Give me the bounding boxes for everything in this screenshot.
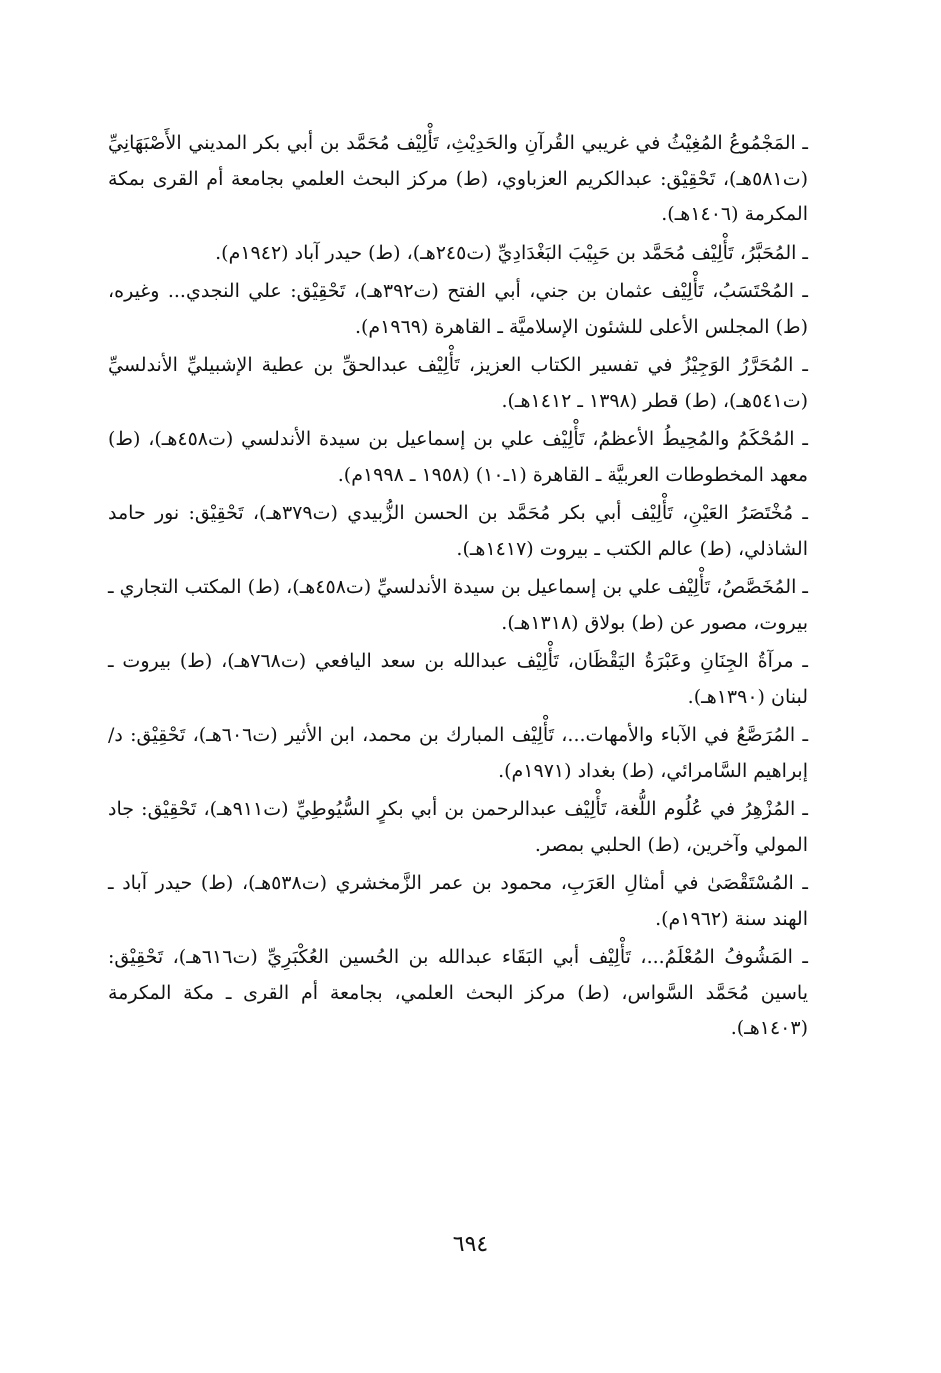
bibliography-entry: ـ المُحَرَّرُ الوَجِيْزُ في تفسير الكتاب العزيز، تَأْلِيْف عبدالحقِّ بن عطية الإشبيليِّ الأندلسيِّ (ت٥٤١هـ)، (ط) قطر (١٣٩٨ ـ ١٤١٢هـ). bbox=[108, 354, 808, 412]
bibliography-list bbox=[108, 126, 808, 1050]
bibliography-entry: ـ مُخْتَصَرُ العَيْنِ، تَأْلِيْف أبي بكر مُحَمَّد بن الحسن الزُّبيدي (ت٣٧٩هـ)، تَحْقِيْق: نور حامد الشاذلي، (ط) عالم الكتب ـ بيروت (١٤١٧هـ). bbox=[108, 502, 809, 560]
bibliography-entry: ـ المُسْتَقْصَىٰ في أمثالِ العَرَبِ، محمود بن عمر الزَّمخشري (ت٥٣٨هـ)، (ط) حيدر آباد ـ الهند سنة (١٩٦٢م). bbox=[108, 872, 808, 930]
bibliography-entry: ـ المُرَصَّعُ في الآباء والأمهات...، تَأْلِيْف المبارك بن محمد، ابن الأثير (ت٦٠٦هـ)، تَحْقِيْق: د/ إبراهيم السَّامرائي، (ط) بغداد (١٩٧١م). bbox=[108, 724, 809, 782]
bibliography-entry: ـ المُخَصَّصُ، تَأْلِيْف علي بن إسماعيل بن سيدة الأندلسيِّ (ت٤٥٨هـ)، (ط) المكتب التجاري ـ بيروت، مصور عن (ط) بولاق (١٣١٨هـ). bbox=[108, 576, 808, 634]
bibliography-entry: ـ المُحْتَسَبُ، تَأْلِيْف عثمان بن جني، أبي الفتح (ت٣٩٢هـ)، تَحْقِيْق: علي النجدي... وغيره، (ط) المجلس الأعلى للشئون الإسلاميَّة ـ القاهرة (١٩٦٩م). bbox=[108, 280, 808, 338]
bibliography-entry: ـ المَشُوفُ المُعْلَمُ...، تَأْلِيْف أبي البَقَاء عبدالله بن الحُسين العُكْبَرِيِّ (ت٦١٦هـ)، تَحْقِيْق: ياسين مُحَمَّد السَّواس، (ط) مركز البحث العلمي، بجامعة أم القرى ـ مكة المكرمة (١٤٠٣هـ). bbox=[108, 946, 808, 1039]
bibliography-entry: ـ المُحَبَّرُ، تَأْلِيْف مُحَمَّد بن حَبِيْبَ البَغْدَادِيِّ (ت٢٤٥هـ)، (ط) حيدر آباد (١٩٤٢م). bbox=[215, 241, 808, 264]
bibliography-entry: ـ المُزْهِرُ في عُلُوم اللُّغة، تَأْلِيْف عبدالرحمن بن أبي بكرٍ السُّيُوطِيِّ (ت٩١١هـ)، تَحْقِيْق: جاد المولي وآخرين، (ط) الحلبي بمصر. bbox=[108, 798, 808, 856]
page-number: ٦٩٤ bbox=[452, 1232, 489, 1257]
bibliography-entry: ـ المُحْكَمُ والمُحِيطُ الأعظمُ، تَأْلِيْف علي بن إسماعيل بن سيدة الأندلسي (ت٤٥٨هـ)، (ط) معهد المخطوطات العربيَّة ـ القاهرة (١ـ١٠) (١٩٥٨ ـ ١٩٩٨م). bbox=[108, 428, 808, 486]
bibliography-entry: ـ مرآةُ الجِنَانِ وعَبْرَةُ اليَقْظَان، تَأْلِيْف عبدالله بن سعد اليافعي (ت٧٦٨هـ)، (ط) بيروت ـ لبنان (١٣٩٠هـ). bbox=[108, 650, 808, 708]
bibliography-entry: ـ المَجْمُوعُ المُغِيْثُ في غريبي القُرآنِ والحَدِيْثِ، تَأْلِيْف مُحَمَّد بن أبي بكر المديني الأَصْبَهَانِيِّ (ت٥٨١هـ)، تَحْقِيْق: عبدالكريم العزباوي، (ط) مركز البحث العلمي بجامعة أم القرى بمكة المكرمة (١٤٠٦هـ). bbox=[108, 132, 808, 225]
